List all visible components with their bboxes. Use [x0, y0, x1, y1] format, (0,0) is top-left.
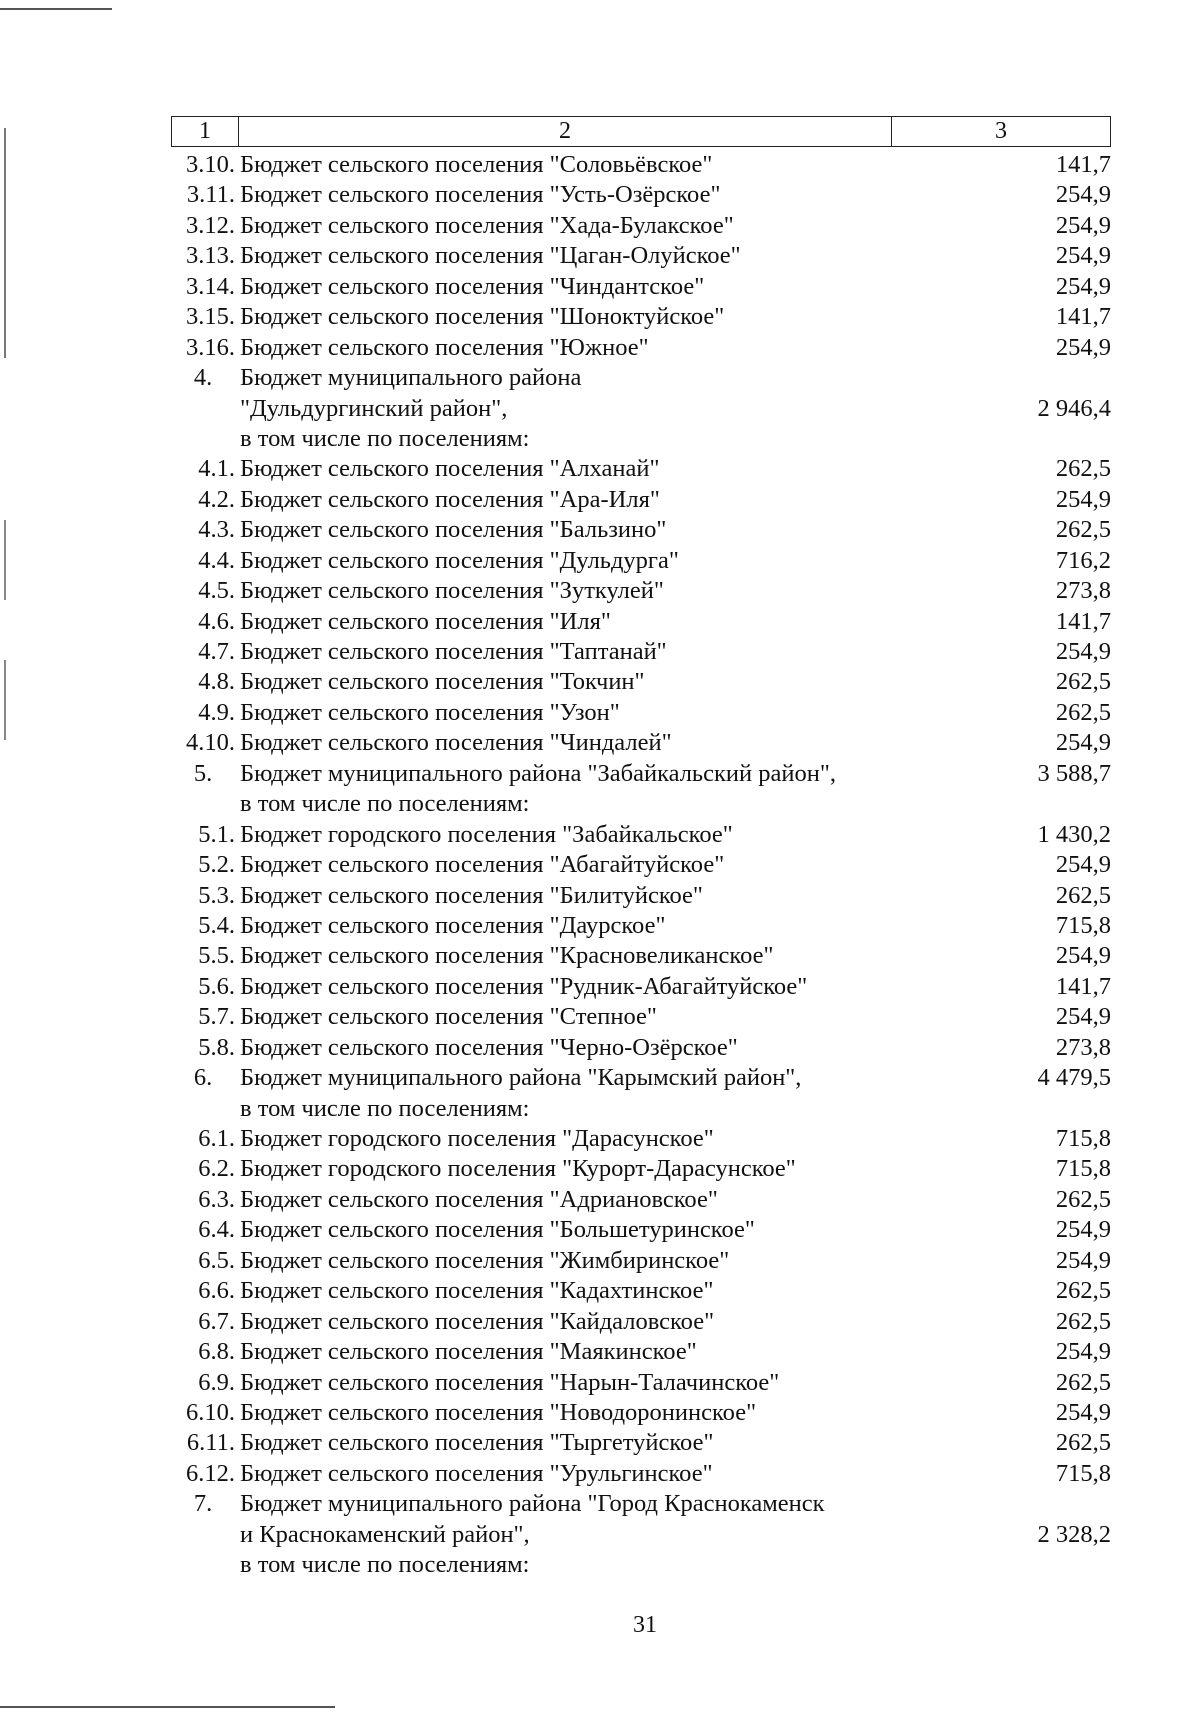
table-row	[171, 972, 1111, 1002]
header-col-2: 2	[239, 117, 892, 146]
row-value: 4 479,5	[1037, 1064, 1111, 1092]
table-row	[171, 333, 1111, 363]
header-col-1: 1	[172, 117, 239, 146]
row-number: 5.8.	[198, 1033, 235, 1061]
row-number: 3.11.	[186, 181, 235, 209]
row-number: 4.7.	[198, 638, 235, 665]
row-value: 254,9	[1055, 1398, 1111, 1426]
row-value: 262,5	[1055, 698, 1111, 726]
table-row	[171, 759, 1111, 789]
table-row	[171, 576, 1111, 606]
row-number: 6.11.	[186, 1429, 235, 1457]
table-row	[171, 850, 1111, 880]
row-number: 4.9.	[198, 698, 235, 726]
row-number: 3.12.	[186, 211, 235, 239]
row-number: 3.16.	[186, 333, 235, 361]
table-row	[171, 820, 1111, 850]
row-number: 5.5.	[198, 942, 235, 970]
table-row	[171, 272, 1111, 302]
row-text: Бюджет муниципального района	[240, 364, 582, 392]
row-text: Бюджет сельского поселения "Дульдурга"	[240, 546, 679, 574]
row-text: Бюджет сельского поселения "Бальзино"	[240, 516, 667, 544]
row-text: Бюджет сельского поселения "Абагайтуйское"	[240, 851, 725, 879]
row-text: Бюджет муниципального района "Забайкальский район",	[240, 759, 836, 787]
table-row	[171, 485, 1111, 515]
row-text: Бюджет сельского поселения "Маякинское"	[240, 1338, 697, 1366]
table-row	[171, 515, 1111, 545]
row-number: 5.4.	[198, 911, 235, 939]
row-text: Бюджет сельского поселения "Нарын-Талачинское"	[240, 1368, 780, 1396]
row-value: 262,5	[1055, 1368, 1111, 1396]
row-text: Бюджет муниципального района "Карымский район",	[240, 1064, 802, 1092]
row-value: 262,5	[1055, 1185, 1111, 1213]
row-number: 4.5.	[198, 577, 235, 605]
row-value: 262,5	[1055, 516, 1111, 544]
row-number: 5.	[193, 759, 213, 787]
scan-edge-left-2	[4, 520, 6, 600]
scan-edge-left	[4, 128, 6, 358]
table-row	[171, 1489, 1111, 1519]
row-text: Бюджет сельского поселения "Урульгинское"	[240, 1459, 713, 1487]
row-number: 5.2.	[198, 851, 235, 879]
table-row	[171, 1124, 1111, 1154]
row-value: 262,5	[1055, 1277, 1111, 1305]
row-number: 3.10.	[186, 151, 235, 178]
row-number: 6.5.	[198, 1246, 235, 1274]
row-text: Бюджет сельского поселения "Тыргетуйское"	[240, 1429, 714, 1457]
table-row	[171, 1428, 1111, 1458]
row-number: 4.3.	[198, 516, 235, 544]
table-row	[171, 424, 1111, 454]
row-value: 254,9	[1055, 1003, 1111, 1031]
row-number: 6.4.	[198, 1216, 235, 1244]
table-row	[171, 1185, 1111, 1215]
row-text: Бюджет муниципального района "Город Краснокаменск	[240, 1490, 825, 1518]
row-value: 254,9	[1055, 485, 1111, 513]
row-text: Бюджет сельского поселения "Билитуйское"	[240, 881, 703, 909]
row-number: 5.3.	[198, 881, 235, 909]
row-number: 4.2.	[198, 485, 235, 513]
row-value: 273,8	[1055, 1033, 1111, 1061]
table-row	[171, 1307, 1111, 1337]
row-number: 4.	[193, 364, 213, 392]
row-text: Бюджет сельского поселения "Кадахтинское"	[240, 1277, 714, 1305]
row-text: Бюджет сельского поселения "Цаган-Олуйское"	[240, 242, 741, 270]
row-number: 3.14.	[186, 272, 235, 300]
scan-edge-bottom	[0, 1706, 335, 1708]
row-text: Бюджет сельского поселения "Кайдаловское"	[240, 1307, 715, 1335]
table-row	[171, 363, 1111, 393]
row-text: Бюджет сельского поселения "Зуткулей"	[240, 577, 664, 605]
row-text: Бюджет сельского поселения "Узон"	[240, 698, 620, 726]
table-row	[171, 1033, 1111, 1063]
row-number: 6.	[193, 1064, 213, 1092]
table-row	[171, 454, 1111, 484]
table-row	[171, 728, 1111, 758]
row-text: Бюджет сельского поселения "Иля"	[240, 607, 611, 635]
page-number: 31	[633, 1612, 657, 1638]
table-row	[171, 394, 1111, 424]
row-text: Бюджет сельского поселения "Усть-Озёрское"	[240, 181, 721, 209]
row-text: Бюджет сельского поселения "Большетуринское"	[240, 1216, 755, 1244]
row-value: 254,9	[1055, 851, 1111, 879]
row-number: 6.9.	[198, 1368, 235, 1396]
row-text: "Дульдургинский район",	[240, 394, 508, 422]
row-value: 262,5	[1055, 1429, 1111, 1457]
table-row	[171, 1550, 1111, 1580]
row-value: 141,7	[1055, 303, 1111, 331]
row-text: в том числе по поселениям:	[240, 1551, 530, 1579]
table-row	[171, 1337, 1111, 1367]
row-value: 254,9	[1055, 272, 1111, 300]
table-row	[171, 180, 1111, 210]
row-text: Бюджет городского поселения "Дарасунское"	[240, 1125, 714, 1152]
row-text: в том числе по поселениям:	[240, 1094, 530, 1122]
row-value: 254,9	[1055, 242, 1111, 270]
row-number: 6.10.	[186, 1398, 235, 1426]
table-row	[171, 1094, 1111, 1124]
table-row	[171, 1246, 1111, 1276]
row-text: Бюджет сельского поселения "Адриановское"	[240, 1185, 718, 1213]
table-row	[171, 911, 1111, 941]
table-row	[171, 211, 1111, 241]
row-text: Бюджет сельского поселения "Жимбиринское"	[240, 1246, 730, 1274]
table-row	[171, 941, 1111, 971]
row-text: Бюджет сельского поселения "Ара-Иля"	[240, 485, 660, 513]
row-value: 254,9	[1055, 333, 1111, 361]
table-row	[171, 789, 1111, 819]
row-number: 3.13.	[186, 242, 235, 270]
table-row	[171, 1520, 1111, 1550]
row-value: 2 328,2	[1037, 1520, 1111, 1548]
row-text: Бюджет сельского поселения "Красновеликанское"	[240, 942, 774, 970]
row-value: 3 588,7	[1037, 759, 1111, 787]
budget-table-body	[171, 150, 1111, 1581]
row-number: 6.12.	[186, 1459, 235, 1487]
row-number: 4.1.	[198, 455, 235, 483]
row-value: 715,8	[1055, 1155, 1111, 1183]
row-value: 715,8	[1055, 1125, 1111, 1152]
row-number: 3.15.	[186, 303, 235, 331]
row-number: 6.7.	[198, 1307, 235, 1335]
row-text: Бюджет сельского поселения "Соловьёвское"	[240, 151, 713, 178]
row-number: 6.2.	[198, 1155, 235, 1183]
row-value: 254,9	[1055, 1216, 1111, 1244]
row-text: Бюджет сельского поселения "Чиндалей"	[240, 729, 672, 757]
row-number: 4.10.	[186, 729, 235, 757]
row-text: Бюджет сельского поселения "Даурское"	[240, 911, 666, 939]
row-value: 715,8	[1055, 1459, 1111, 1487]
row-value: 254,9	[1055, 181, 1111, 209]
row-value: 254,9	[1055, 729, 1111, 757]
row-number: 4.6.	[198, 607, 235, 635]
row-text: Бюджет сельского поселения "Черно-Озёрское"	[240, 1033, 738, 1061]
row-text: Бюджет городского поселения "Забайкальское"	[240, 820, 733, 848]
row-text: Бюджет сельского поселения "Новодоронинское"	[240, 1398, 757, 1426]
row-number: 6.8.	[198, 1338, 235, 1366]
row-value: 262,5	[1055, 1307, 1111, 1335]
row-value: 716,2	[1055, 546, 1111, 574]
row-value: 141,7	[1055, 151, 1111, 178]
table-row	[171, 607, 1111, 637]
row-text: и Краснокаменский район",	[240, 1520, 530, 1548]
table-row	[171, 1154, 1111, 1184]
row-text: Бюджет сельского поселения "Шоноктуйское"	[240, 303, 725, 331]
row-value: 254,9	[1055, 942, 1111, 970]
row-value: 141,7	[1055, 607, 1111, 635]
row-number: 6.6.	[198, 1277, 235, 1305]
scan-edge-left-3	[4, 660, 6, 740]
row-text: Бюджет сельского поселения "Южное"	[240, 333, 649, 361]
table-row	[171, 1459, 1111, 1489]
table-row	[171, 1215, 1111, 1245]
row-number: 5.1.	[198, 820, 235, 848]
row-value: 273,8	[1055, 577, 1111, 605]
row-value: 2 946,4	[1037, 394, 1111, 422]
scan-edge-top	[0, 8, 112, 10]
row-value: 262,5	[1055, 881, 1111, 909]
table-row	[171, 1002, 1111, 1032]
table-row	[171, 1276, 1111, 1306]
table-row	[171, 1398, 1111, 1428]
row-value: 262,5	[1055, 455, 1111, 483]
row-number: 4.4.	[198, 546, 235, 574]
table-row	[171, 150, 1111, 180]
row-text: в том числе по поселениям:	[240, 424, 530, 452]
table-row	[171, 1368, 1111, 1398]
row-value: 1 430,2	[1037, 820, 1111, 848]
table-row	[171, 881, 1111, 911]
row-value: 715,8	[1055, 911, 1111, 939]
row-text: Бюджет сельского поселения "Степное"	[240, 1003, 657, 1031]
row-value: 254,9	[1055, 1246, 1111, 1274]
row-number: 5.6.	[198, 972, 235, 1000]
row-text: Бюджет сельского поселения "Рудник-Абагайтуйское"	[240, 972, 808, 1000]
row-text: Бюджет городского поселения "Курорт-Дарасунское"	[240, 1155, 796, 1183]
row-text: Бюджет сельского поселения "Алханай"	[240, 455, 660, 483]
row-number: 7.	[193, 1490, 213, 1518]
table-row	[171, 637, 1111, 667]
table-row	[171, 1063, 1111, 1093]
table-row	[171, 241, 1111, 271]
row-value: 254,9	[1055, 1338, 1111, 1366]
row-number: 6.3.	[198, 1185, 235, 1213]
table-row	[171, 667, 1111, 697]
row-value: 254,9	[1055, 211, 1111, 239]
row-text: Бюджет сельского поселения "Таптанай"	[240, 638, 667, 665]
table-header	[171, 116, 1111, 147]
row-text: в том числе по поселениям:	[240, 790, 530, 818]
row-number: 4.8.	[198, 668, 235, 696]
header-col-3: 3	[995, 118, 1007, 144]
row-text: Бюджет сельского поселения "Токчин"	[240, 668, 645, 696]
table-row	[171, 302, 1111, 332]
row-text: Бюджет сельского поселения "Чиндантское"	[240, 272, 705, 300]
table-row	[171, 546, 1111, 576]
row-number: 6.1.	[198, 1125, 235, 1152]
row-value: 141,7	[1055, 972, 1111, 1000]
row-value: 262,5	[1055, 668, 1111, 696]
table-row	[171, 698, 1111, 728]
row-text: Бюджет сельского поселения "Хада-Булакское"	[240, 211, 734, 239]
row-value: 254,9	[1055, 638, 1111, 665]
row-number: 5.7.	[198, 1003, 235, 1031]
